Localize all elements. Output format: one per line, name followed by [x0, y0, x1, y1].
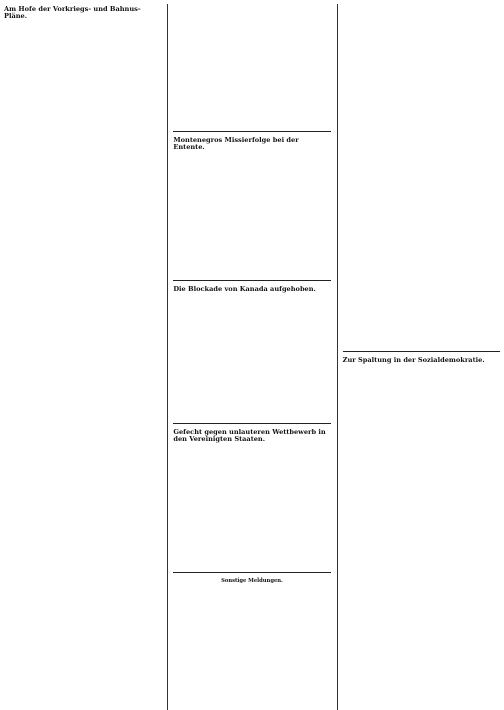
- body-column-3-top: [343, 4, 500, 348]
- section-divider: [173, 572, 330, 573]
- headline-montenegro: Montenegros Missierfolge bei der Entente.: [173, 135, 299, 152]
- body-montenegro-article: [173, 154, 330, 278]
- column-2: [167, 4, 330, 710]
- headline-die-blockade-von-kanada-aufgehoben: Die Blockade von Kanada aufgehoben.: [173, 285, 316, 294]
- section-divider: [173, 131, 330, 132]
- column-layout: [4, 4, 500, 710]
- body-sozialdemokratie-article: [343, 366, 500, 710]
- section-divider: [343, 351, 500, 352]
- section-divider: [173, 423, 330, 424]
- body-kanada-article: [173, 296, 330, 420]
- body-sonstige-meldungen: [173, 586, 330, 710]
- body-wettbewerb-article: [173, 445, 330, 569]
- body-vorkriegs-article: [4, 23, 161, 710]
- body-column-2-top: [173, 4, 330, 128]
- subhead-sonstige-meldungen: Sonstige Meldungen.: [221, 578, 283, 585]
- headline-vorkriegs-und-bahnus-plaene: Am Hofe der Vorkriegs- und Bahnus-Pläne.: [4, 5, 141, 21]
- headline-gefecht-gegen-unlauteren-wettbewerb: Gefecht gegen unlauteren Wettbewerb in den Vereinigten Staaten.: [173, 427, 326, 444]
- column-1: [4, 4, 161, 710]
- column-3: [337, 4, 500, 710]
- section-divider: [173, 280, 330, 281]
- headline-zur-spaltung-in-der-sozialdemokratie: Zur Spaltung in der Sozialdemokratie.: [342, 355, 485, 364]
